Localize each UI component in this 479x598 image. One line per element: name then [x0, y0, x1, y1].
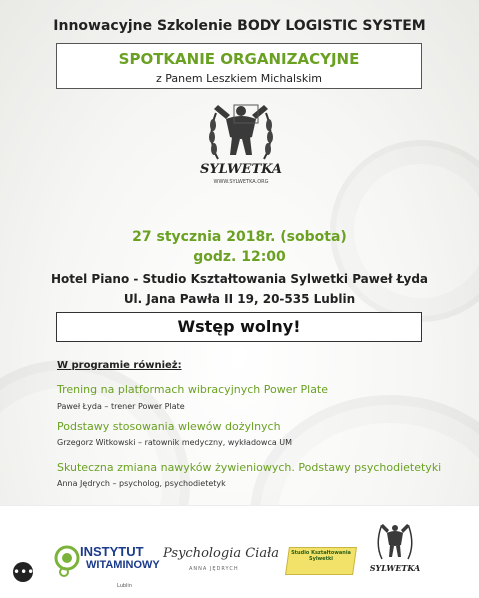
more-options-button[interactable]: ••• [13, 562, 33, 582]
event-title-box [56, 43, 422, 89]
psychology-logo-name: Psychologia Ciała [163, 546, 280, 561]
event-date: 27 stycznia 2018r. (sobota) [132, 229, 347, 245]
event-title: SPOTKANIE ORGANIZACYJNE [118, 50, 360, 68]
program-heading: W programie również: [57, 360, 182, 371]
program-item-speaker: Paweł Łyda – trener Power Plate [57, 402, 185, 411]
event-address: Ul. Jana Pawła II 19, 20-535 Lublin [123, 292, 356, 306]
event-subtitle: z Panem Leszkiem Michalskim [156, 72, 322, 85]
studio-badge-text: Studio Kształtowania Sylwetki [291, 550, 351, 562]
program-item-title: Trening na platformach wibracyjnych Power Plate [57, 383, 329, 396]
free-entry-label: Wstęp wolny! [177, 317, 301, 336]
institute-name-line1: INSTYTUT [80, 544, 144, 559]
free-entry-box [56, 312, 422, 342]
program-item-title: Skuteczna zmiana nawyków żywieniowych. Podstawy psychodietetyki [57, 461, 442, 474]
psychology-logo-sub: ANNA JĘDRYCH [189, 566, 239, 572]
sylwetka-logo-icon [196, 99, 286, 193]
institute-city: Lublin [117, 583, 132, 589]
svg-text:SYLWETKA: SYLWETKA [200, 162, 282, 177]
sylwetka-small-label: SYLWETKA [370, 563, 420, 573]
institute-name-line2: WITAMINOWY [86, 559, 160, 571]
svg-text:WWW.SYLWETKA.ORG: WWW.SYLWETKA.ORG [213, 179, 269, 185]
event-time: godz. 12:00 [193, 249, 286, 265]
poster-headline: Innowacyjne Szkolenie BODY LOGISTIC SYSTEM [53, 18, 426, 34]
program-item-speaker: Anna Jędrych – psycholog, psychodietetyk [57, 479, 226, 488]
program-item-speaker: Grzegorz Witkowski – ratownik medyczny, wykładowca UM [57, 438, 293, 447]
event-venue: Hotel Piano - Studio Kształtowania Sylwetki Paweł Łyda [50, 272, 429, 286]
sylwetka-small-logo-icon [370, 519, 420, 581]
program-item-title: Podstawy stosowania wlewów dożylnych [57, 420, 281, 433]
